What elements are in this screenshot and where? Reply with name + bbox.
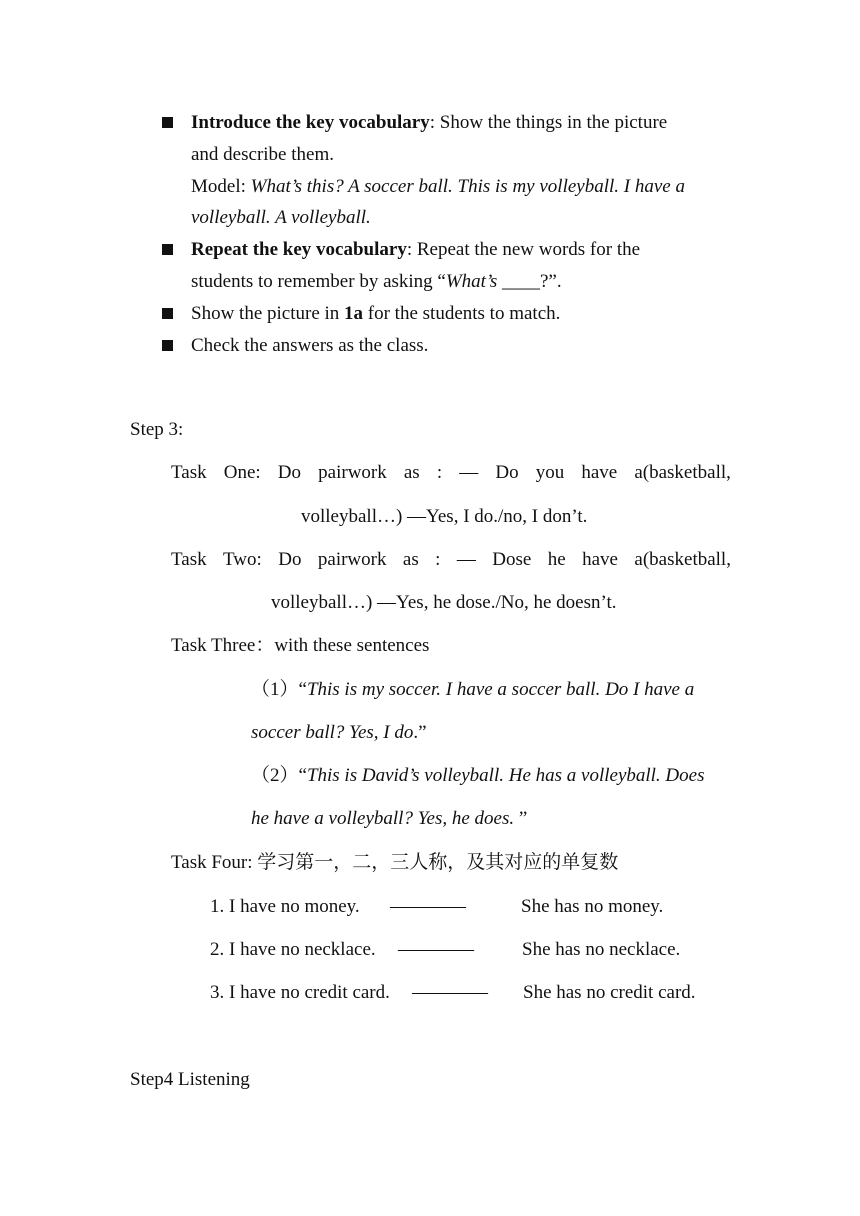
word: have: [581, 462, 618, 483]
sentence-text: This is my soccer. I have a soccer ball. Do I have a: [306, 679, 695, 700]
task-four-label: Task Four: 学习第一，二，三人称，及其对应的单复数: [171, 852, 619, 873]
word: Two:: [223, 549, 262, 570]
task-four-row-3-left: 3. I have no credit card.: [210, 982, 390, 1003]
model-line: [191, 176, 685, 198]
word: Do: [277, 462, 302, 483]
task-four-row-2-right: She has no necklace.: [522, 939, 681, 960]
task-three-sentence-2b: [251, 808, 527, 830]
task-two-line-1: [171, 549, 731, 571]
word: —: [459, 462, 479, 483]
task-one-line-1: [171, 462, 731, 484]
task-three-sentence-1b: [251, 722, 427, 744]
task-two-line-2: volleyball…) —Yes, he dose./No, he doesn’t.: [271, 592, 617, 613]
bullet-3-line: [191, 303, 560, 325]
bullet-1-line-2: and describe them.: [191, 144, 334, 165]
repeat-text-post: ____?”.: [497, 271, 562, 292]
model-text: What’s this? A soccer ball. This is my volleyball. I have a: [250, 176, 685, 197]
repeat-text-italic: What’s: [445, 271, 498, 292]
sentence-number: （1）“: [251, 679, 307, 700]
step3-heading: Step 3:: [130, 419, 184, 440]
word: Task: [171, 462, 207, 483]
word: Do: [495, 462, 519, 483]
model-continuation: volleyball. A volleyball.: [191, 207, 371, 228]
task-four-row-1-left: 1. I have no money.: [210, 896, 360, 917]
model-label: Model:: [191, 176, 251, 197]
word: have: [582, 549, 618, 570]
task-four-row-2-left: 2. I have no necklace.: [210, 939, 376, 960]
task-one-line-2: volleyball…) —Yes, I do./no, I don’t.: [301, 506, 588, 527]
step4-heading: Step4 Listening: [130, 1069, 250, 1090]
bullet-2-line-2: [191, 271, 562, 293]
word: a(basketball,: [634, 462, 731, 483]
word: Task: [171, 549, 207, 570]
show-picture-ref: 1a: [344, 303, 364, 324]
sentence-number: （2）“: [251, 765, 307, 786]
word: he: [547, 549, 566, 570]
task-four-row-3-dash: ————: [412, 982, 488, 1003]
word: pairwork: [317, 549, 387, 570]
word: :: [436, 462, 443, 483]
repeat-vocab-heading: Repeat the key vocabulary: [191, 239, 407, 260]
word: pairwork: [318, 462, 387, 483]
sentence-text: soccer ball? Yes, I do: [251, 722, 414, 743]
bullet-square: [162, 340, 173, 351]
bullet-square: [162, 244, 173, 255]
task-four-row-3-right: She has no credit card.: [523, 982, 696, 1003]
repeat-vocab-text: : Repeat the new words for the: [406, 239, 641, 260]
show-picture-pre: Show the picture in: [191, 303, 345, 324]
show-picture-post: for the students to match.: [363, 303, 561, 324]
intro-vocab-text: : Show the things in the picture: [429, 112, 668, 133]
sentence-text: he have a volleyball? Yes, he does.: [251, 808, 515, 829]
word: :: [435, 549, 441, 570]
word: Do: [278, 549, 302, 570]
intro-vocab-heading: Introduce the key vocabulary: [191, 112, 430, 133]
bullet-1-line-1: [191, 112, 667, 134]
bullet-square: [162, 308, 173, 319]
word: One:: [223, 462, 261, 483]
word: you: [535, 462, 565, 483]
word: a(basketball,: [634, 549, 731, 570]
word: as: [403, 462, 420, 483]
bullet-4-line: Check the answers as the class.: [191, 335, 429, 356]
task-four-row-2-dash: ————: [398, 939, 474, 960]
word: Dose: [492, 549, 532, 570]
task-three-sentence-1a: [251, 679, 694, 701]
repeat-text-pre: students to remember by asking “: [191, 271, 446, 292]
word: —: [456, 549, 476, 570]
sentence-end: ”: [514, 808, 528, 829]
sentence-end: .”: [413, 722, 427, 743]
task-three-sentence-2a: [251, 765, 704, 787]
word: as: [402, 549, 419, 570]
sentence-text: This is David’s volleyball. He has a volleyball. Does: [306, 765, 705, 786]
bullet-2-line-1: [191, 239, 640, 261]
task-four-row-1-dash: ————: [390, 896, 466, 917]
bullet-square: [162, 117, 173, 128]
task-four-row-1-right: She has no money.: [521, 896, 664, 917]
task-three-label: Task Three：with these sentences: [171, 635, 430, 656]
